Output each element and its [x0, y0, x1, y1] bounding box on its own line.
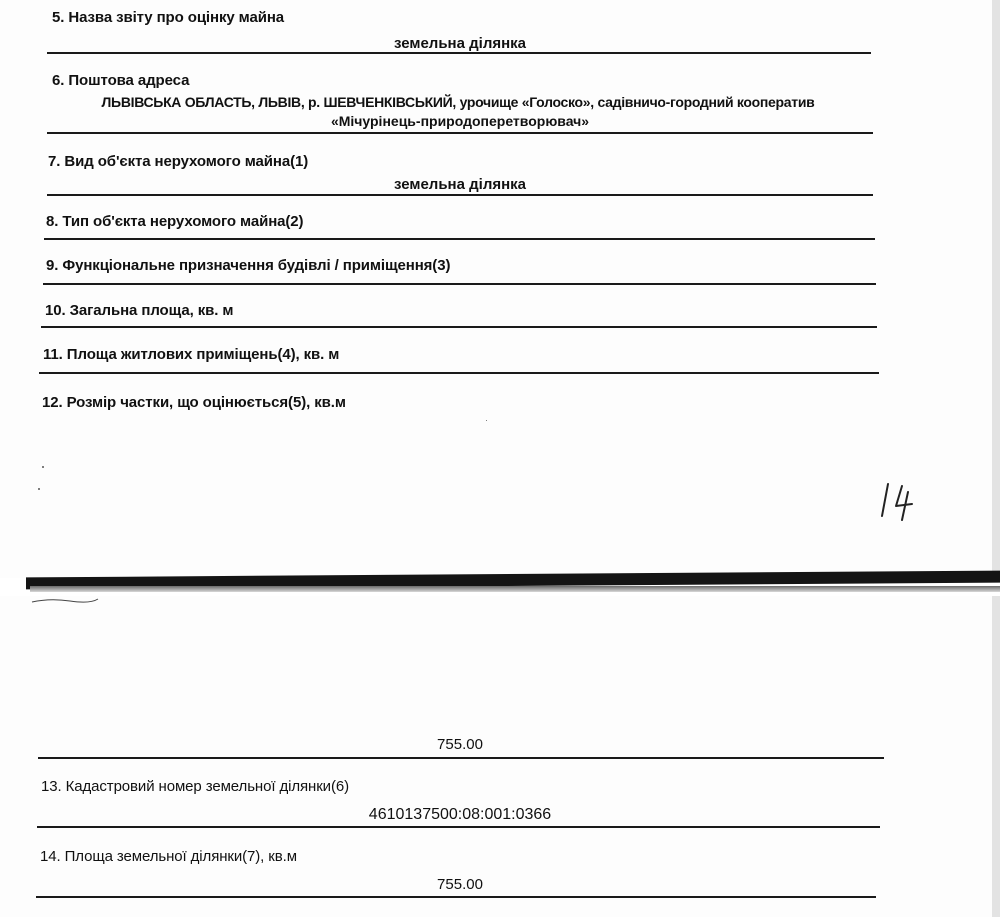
item8-label: 8. Тип об'єкта нерухомого майна(2)	[46, 213, 304, 230]
page-edge-shadow	[992, 0, 1000, 578]
item6-label: 6. Поштова адреса	[52, 72, 190, 89]
scan-speck	[486, 420, 487, 421]
item7-value: земельна ділянка	[393, 176, 527, 193]
handwritten-page-number	[878, 478, 924, 524]
divider	[47, 52, 871, 54]
item5-label: 5. Назва звіту про оцінку майна	[52, 9, 285, 26]
item9-label: 9. Функціональне призначення будівлі / приміщення(3)	[46, 257, 451, 274]
divider	[37, 826, 880, 828]
item10-label: 10. Загальна площа, кв. м	[45, 302, 234, 319]
divider	[47, 132, 873, 134]
divider	[43, 283, 876, 285]
divider	[39, 372, 879, 374]
divider	[36, 896, 876, 898]
item5-value: земельна ділянка	[393, 35, 527, 52]
document-page-bottom	[0, 596, 1000, 917]
divider	[41, 326, 877, 328]
scan-speck	[38, 488, 40, 490]
item7-label: 7. Вид об'єкта нерухомого майна(1)	[48, 153, 309, 170]
item13-value: 4610137500:08:001:0366	[368, 806, 552, 823]
item12-label: 12. Розмір частки, що оцінюється(5), кв.м	[42, 394, 346, 411]
page-break-shadow	[30, 586, 1000, 592]
divider	[38, 757, 884, 759]
item6-value-line2: «Мічурінець-природоперетворювач»	[330, 113, 590, 129]
page-edge-shadow	[992, 596, 1000, 917]
scan-scratch-mark	[30, 596, 100, 606]
item11-label: 11. Площа житлових приміщень(4), кв. м	[43, 346, 340, 363]
item13-label: 13. Кадастровий номер земельної ділянки(6)	[41, 778, 349, 795]
item6-value-line1: ЛЬВІВСЬКА ОБЛАСТЬ, ЛЬВІВ, р. ШЕВЧЕНКІВСЬКИЙ, урочище «Голоско», садівничо-городний кооператив	[101, 94, 815, 110]
item12-value: 755.00	[437, 736, 483, 753]
scan-speck	[42, 466, 44, 468]
item14-value: 755.00	[437, 876, 483, 893]
divider	[47, 194, 873, 196]
item14-label: 14. Площа земельної ділянки(7), кв.м	[40, 848, 297, 865]
divider	[44, 238, 875, 240]
